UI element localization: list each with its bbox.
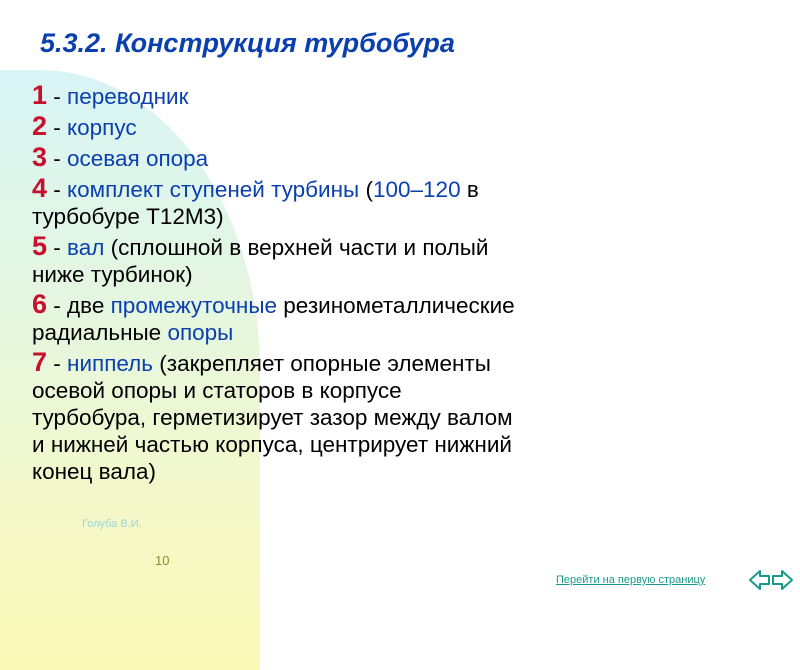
item-separator: -: [47, 84, 68, 109]
component-list: [32, 82, 522, 488]
item-term: опоры: [167, 320, 234, 345]
list-item: [32, 349, 522, 485]
item-number: 3: [32, 142, 48, 172]
item-term: вал: [67, 235, 105, 260]
item-text: две: [67, 293, 111, 318]
item-separator: -: [47, 235, 68, 260]
item-term: 100–120: [372, 177, 461, 202]
item-term: ниппель: [67, 351, 154, 376]
item-text: в турбобуре Т12М3): [32, 177, 479, 229]
list-item: [32, 233, 522, 288]
list-item: [32, 175, 522, 230]
item-text: (сплошной в верхней части и полый ниже турбинок): [32, 235, 489, 287]
item-term: корпус: [67, 115, 137, 140]
first-page-link[interactable]: Перейти на первую страницу: [556, 574, 706, 586]
item-number: 2: [32, 111, 48, 141]
item-number: 5: [32, 231, 48, 261]
item-term: осевая опора: [67, 146, 209, 171]
item-separator: -: [47, 115, 68, 140]
item-separator: -: [47, 293, 68, 318]
item-text: резинометаллические радиальные: [32, 293, 515, 345]
item-text: (: [359, 177, 373, 202]
list-item: [32, 113, 522, 141]
left-right-arrows-icon[interactable]: [748, 566, 794, 594]
footer-author: Голуба В.И.: [82, 518, 142, 530]
item-separator: -: [47, 177, 68, 202]
item-term: промежуточные: [110, 293, 278, 318]
list-item: [32, 144, 522, 172]
item-number: 1: [32, 80, 48, 110]
item-number: 4: [32, 173, 48, 203]
item-separator: -: [47, 146, 68, 171]
item-term: переводник: [67, 84, 189, 109]
list-item: [32, 82, 522, 110]
list-item: [32, 291, 522, 346]
item-term: комплект ступеней турбины: [67, 177, 360, 202]
slide-title: 5.3.2. Конструкция турбобура: [40, 28, 455, 58]
page-number: 10: [155, 553, 170, 568]
item-number: 7: [32, 347, 48, 377]
item-separator: -: [47, 351, 68, 376]
item-number: 6: [32, 289, 48, 319]
item-text: (закрепляет опорные элементы осевой опоры и статоров в корпусе турбобура, герметизирует зазор между валом и нижней частью корпуса, центрирует нижний конец вала): [32, 351, 513, 484]
